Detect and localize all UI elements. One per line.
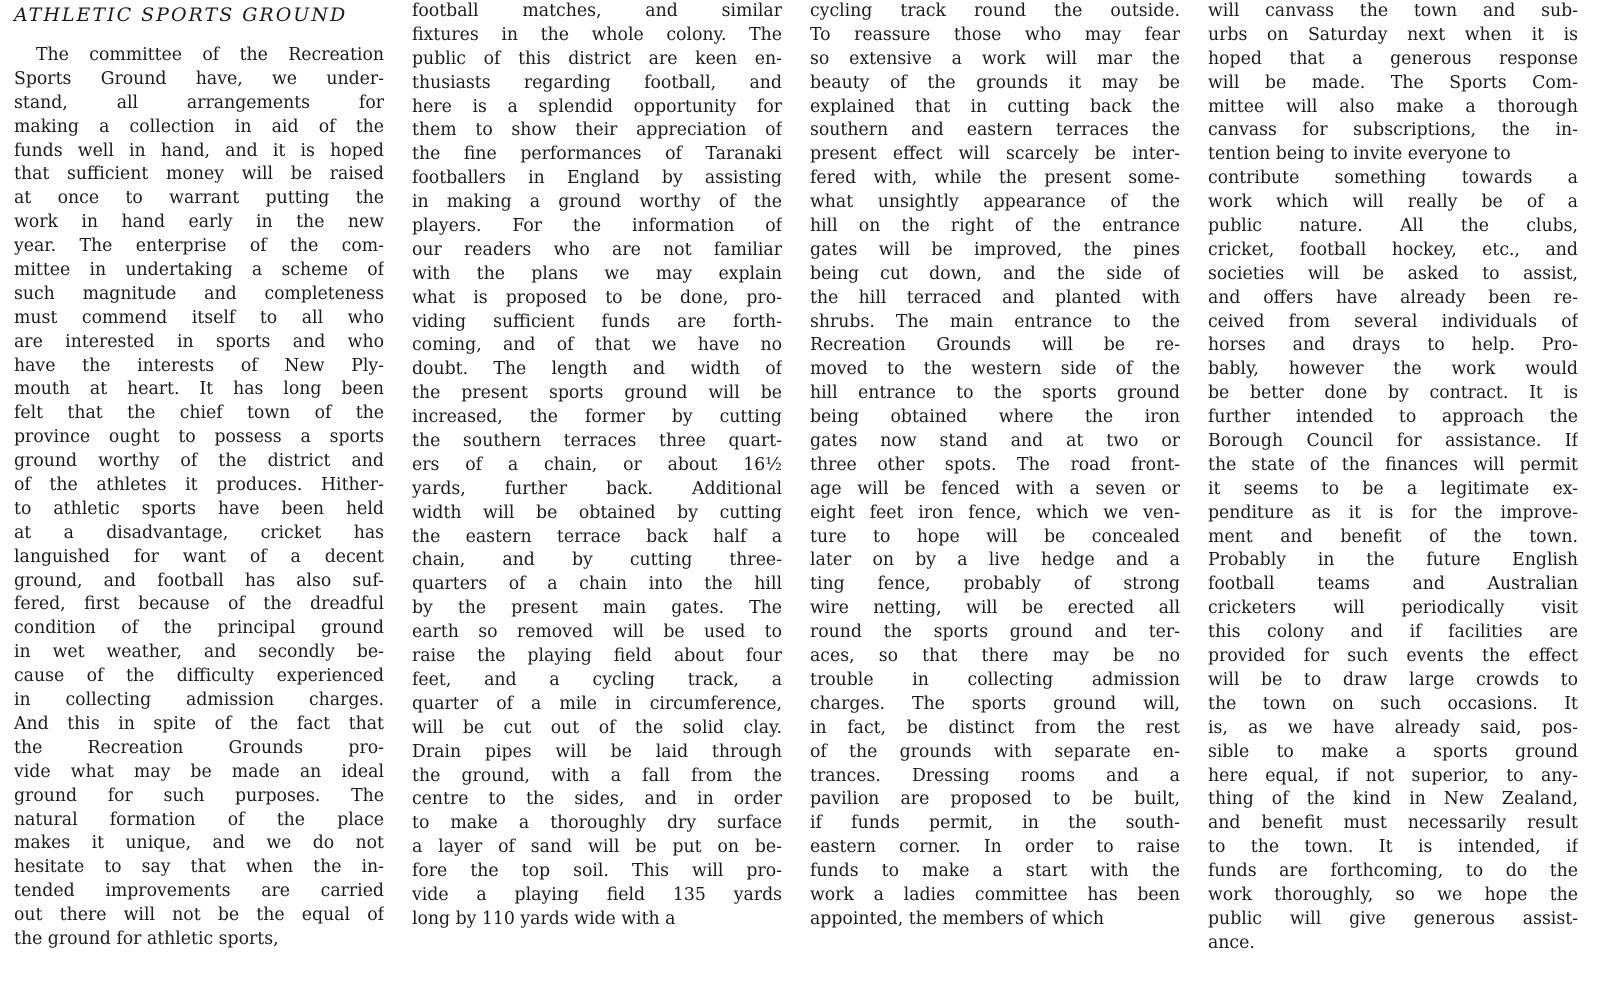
text-line: cricket, football hockey, etc., and xyxy=(1208,239,1578,260)
text-line: shrubs. The main entrance to the xyxy=(810,311,1180,332)
text-line: earth so removed will be used to xyxy=(412,622,782,643)
text-line: natural formation of the place xyxy=(14,809,384,830)
text-line: Recreation Grounds will be re- xyxy=(810,335,1180,356)
text-line: hill entrance to the sports ground xyxy=(810,383,1180,404)
column-2-text xyxy=(412,0,782,932)
text-line: societies will be asked to assist, xyxy=(1208,263,1578,284)
text-line: canvass for subscriptions, the in- xyxy=(1208,120,1578,141)
text-line: so extensive a work will mar the xyxy=(810,48,1180,69)
article-heading: ATHLETIC SPORTS GROUND xyxy=(14,4,348,26)
text-line: urbs on Saturday next when it is xyxy=(1208,24,1578,45)
text-line: such magnitude and completeness xyxy=(14,283,384,304)
text-line: later on by a live hedge and a xyxy=(810,550,1180,571)
text-line: present effect will scarcely be inter- xyxy=(810,144,1180,165)
text-line: centre to the sides, and in order xyxy=(412,789,782,810)
article-column-2 xyxy=(412,0,782,932)
text-line: work thoroughly, so we hope the xyxy=(1208,884,1578,905)
text-line: quarters of a chain into the hill xyxy=(412,574,782,595)
text-line: gates now stand and at two or xyxy=(810,431,1180,452)
text-line: of the grounds with separate en- xyxy=(810,741,1180,762)
text-line: explained that in cutting back the xyxy=(810,96,1180,117)
article-column-1 xyxy=(14,0,384,952)
text-line: will be cut out of the solid clay. xyxy=(412,717,782,738)
text-line: Sports Ground have, we under- xyxy=(14,68,384,89)
text-line: to make a thoroughly dry surface xyxy=(412,813,782,834)
article-column-3 xyxy=(810,0,1180,932)
text-line: here is a splendid opportunity for xyxy=(412,96,782,117)
text-line: ground worthy of the district and xyxy=(14,451,384,472)
text-line: charges. The sports ground will, xyxy=(810,693,1180,714)
text-line: mittee will also make a thorough xyxy=(1208,96,1578,117)
text-line: being obtained where the iron xyxy=(810,407,1180,428)
text-line: sible to make a sports ground xyxy=(1208,741,1578,762)
text-line: the state of the finances will permit xyxy=(1208,454,1578,475)
text-line: aces, so that there may be no xyxy=(810,646,1180,667)
text-line: must commend itself to all who xyxy=(14,307,384,328)
text-line: mittee in undertaking a scheme of xyxy=(14,260,384,281)
column-1-text xyxy=(14,44,384,952)
text-line: what is proposed to be done, pro- xyxy=(412,287,782,308)
text-line: stand, all arrangements for xyxy=(14,92,384,113)
text-line: thusiasts regarding football, and xyxy=(412,72,782,93)
text-line: southern and eastern terraces the xyxy=(810,120,1180,141)
text-line: here equal, if not superior, to any- xyxy=(1208,765,1578,786)
text-line: provided for such events the effect xyxy=(1208,646,1578,667)
text-line: moved to the western side of the xyxy=(810,359,1180,380)
text-line: width will be obtained by cutting xyxy=(412,502,782,523)
text-line: public will give generous assist- xyxy=(1208,908,1578,929)
text-line: pavilion are proposed to be built, xyxy=(810,789,1180,810)
text-line: making a collection in aid of the xyxy=(14,116,384,137)
text-line: cause of the difficulty experienced xyxy=(14,666,384,687)
text-line: the fine performances of Taranaki xyxy=(412,144,782,165)
text-line: gates will be improved, the pines xyxy=(810,239,1180,260)
text-line: eastern corner. In order to raise xyxy=(810,837,1180,858)
text-line: yards, further back. Additional xyxy=(412,478,782,499)
text-line: players. For the information of xyxy=(412,216,782,237)
text-line: work which will really be of a xyxy=(1208,192,1578,213)
text-line: hill on the right of the entrance xyxy=(810,216,1180,237)
text-line: cycling track round the outside. xyxy=(810,1,1180,21)
text-line: the present sports ground will be xyxy=(412,383,782,404)
text-line: the eastern terrace back half a xyxy=(412,526,782,547)
text-line: ture to hope will be concealed xyxy=(810,526,1180,547)
text-line: work a ladies committee has been xyxy=(810,884,1180,905)
text-line: it seems to be a legitimate ex- xyxy=(1208,478,1578,499)
text-line: the Recreation Grounds pro- xyxy=(14,737,384,758)
text-line: the ground, with a fall from the xyxy=(412,765,782,786)
text-line: horses and drays to help. Pro- xyxy=(1208,335,1578,356)
text-line: our readers who are not familiar xyxy=(412,239,782,260)
text-line: felt that the chief town of the xyxy=(14,403,384,424)
text-line: trances. Dressing rooms and a xyxy=(810,765,1180,786)
text-line: Probably in the future English xyxy=(1208,550,1578,571)
text-line: the ground for athletic sports, xyxy=(14,928,279,949)
text-line: in collecting admission charges. xyxy=(14,690,384,711)
text-line: hesitate to say that when the in- xyxy=(14,857,384,878)
text-line: age will be fenced with a seven or xyxy=(810,478,1180,499)
text-line: at once to warrant putting the xyxy=(14,188,384,209)
text-line: ceived from several individuals of xyxy=(1208,311,1578,332)
text-line: in wet weather, and secondly be- xyxy=(14,642,384,663)
text-line: Drain pipes will be laid through xyxy=(412,741,782,762)
text-line: three other spots. The road front- xyxy=(810,454,1180,475)
text-line: round the sports ground and ter- xyxy=(810,622,1180,643)
text-line: a layer of sand will be put on be- xyxy=(412,837,782,858)
text-line: tended improvements are carried xyxy=(14,881,384,902)
text-line: at a disadvantage, cricket has xyxy=(14,522,384,543)
text-line: public of this district are keen en- xyxy=(412,48,782,69)
text-line: funds are forthcoming, to do the xyxy=(1208,861,1578,882)
text-line: if funds permit, in the south- xyxy=(810,813,1180,834)
text-line: have the interests of New Ply- xyxy=(14,355,384,376)
text-line: this colony and if facilities are xyxy=(1208,622,1578,643)
text-line: and benefit must necessarily result xyxy=(1208,813,1578,834)
text-line: year. The enterprise of the com- xyxy=(14,236,384,257)
text-line: public nature. All the clubs, xyxy=(1208,216,1578,237)
text-line: makes it unique, and we do not xyxy=(14,833,384,854)
text-line: trouble in collecting admission xyxy=(810,669,1180,690)
text-line: and offers have already been re- xyxy=(1208,287,1578,308)
text-line: quarter of a mile in circumference, xyxy=(412,693,782,714)
text-line: To reassure those who may fear xyxy=(810,24,1180,45)
text-line: to athletic sports have been held xyxy=(14,498,384,519)
text-line: ground, and football has also suf- xyxy=(14,570,384,591)
text-line: will be made. The Sports Com- xyxy=(1208,72,1578,93)
text-line: the town on such occasions. It xyxy=(1208,693,1578,714)
text-line: And this in spite of the fact that xyxy=(14,713,384,734)
column-3-text xyxy=(810,0,1180,932)
text-line: The committee of the Recreation xyxy=(36,45,384,65)
text-line: bably, however the work would xyxy=(1208,359,1578,380)
text-line: the southern terraces three quart- xyxy=(412,431,782,452)
text-line: the hill terraced and planted with xyxy=(810,287,1180,308)
text-line: out there will not be the equal of xyxy=(14,905,384,926)
text-line: ers of a chain, or about 16½ xyxy=(412,454,782,475)
text-line: tention being to invite everyone to xyxy=(1208,144,1511,165)
text-line: condition of the principal ground xyxy=(14,618,384,639)
text-line: that sufficient money will be raised xyxy=(14,164,384,185)
text-line: football matches, and similar xyxy=(412,1,782,21)
text-line: doubt. The length and width of xyxy=(412,359,782,380)
text-line: to the town. It is intended, if xyxy=(1208,837,1578,858)
text-line: football teams and Australian xyxy=(1208,574,1578,595)
text-line: fixtures in the whole colony. The xyxy=(412,24,782,45)
text-line: thing of the kind in New Zealand, xyxy=(1208,789,1578,810)
text-line: wire netting, will be erected all xyxy=(810,598,1180,619)
text-line: contribute something towards a xyxy=(1208,168,1578,189)
text-line: coming, and of that we have no xyxy=(412,335,782,356)
text-line: further intended to approach the xyxy=(1208,407,1578,428)
text-line: chain, and by cutting three- xyxy=(412,550,782,571)
text-line: province ought to possess a sports xyxy=(14,427,384,448)
text-line: fered, first because of the dreadful xyxy=(14,594,384,615)
text-line: raise the playing field about four xyxy=(412,646,782,667)
text-line: Borough Council for assistance. If xyxy=(1208,431,1578,452)
text-line: by the present main gates. The xyxy=(412,598,782,619)
text-line: are interested in sports and who xyxy=(14,331,384,352)
text-line: will be to draw large crowds to xyxy=(1208,669,1578,690)
text-line: funds to make a start with the xyxy=(810,861,1180,882)
text-line: viding sufficient funds are forth- xyxy=(412,311,782,332)
text-line: in fact, be distinct from the rest xyxy=(810,717,1180,738)
column-4-text xyxy=(1208,0,1578,956)
text-line: ment and benefit of the town. xyxy=(1208,526,1578,547)
text-line: ting fence, probably of strong xyxy=(810,574,1180,595)
text-line: them to show their appreciation of xyxy=(412,120,782,141)
text-line: be better done by contract. It is xyxy=(1208,383,1578,404)
text-line: beauty of the grounds it may be xyxy=(810,72,1180,93)
text-line: in making a ground worthy of the xyxy=(412,192,782,213)
text-line: ground for such purposes. The xyxy=(14,785,384,806)
text-line: increased, the former by cutting xyxy=(412,407,782,428)
text-line: ance. xyxy=(1208,932,1255,953)
text-line: mouth at heart. It has long been xyxy=(14,379,384,400)
text-line: languished for want of a decent xyxy=(14,546,384,567)
text-line: vide what may be made an ideal xyxy=(14,761,384,782)
text-line: appointed, the members of which xyxy=(810,908,1104,929)
text-line: being cut down, and the side of xyxy=(810,263,1180,284)
text-line: penditure as it is for the improve- xyxy=(1208,502,1578,523)
text-line: fered with, while the present some- xyxy=(810,168,1180,189)
text-line: cricketers will periodically visit xyxy=(1208,598,1578,619)
text-line: hoped that a generous response xyxy=(1208,48,1578,69)
text-line: work in hand early in the new xyxy=(14,212,384,233)
article-column-4 xyxy=(1208,0,1578,956)
text-line: with the plans we may explain xyxy=(412,263,782,284)
text-line: eight feet iron fence, which we ven- xyxy=(810,502,1180,523)
text-line: of the athletes it produces. Hither- xyxy=(14,475,384,496)
text-line: funds well in hand, and it is hoped xyxy=(14,140,384,161)
text-line: what unsightly appearance of the xyxy=(810,192,1180,213)
text-line: long by 110 yards wide with a xyxy=(412,908,676,929)
text-line: is, as we have already said, pos- xyxy=(1208,717,1578,738)
text-line: will canvass the town and sub- xyxy=(1208,1,1578,21)
text-line: vide a playing field 135 yards xyxy=(412,884,782,905)
text-line: footballers in England by assisting xyxy=(412,168,782,189)
text-line: feet, and a cycling track, a xyxy=(412,669,782,690)
text-line: fore the top soil. This will pro- xyxy=(412,861,782,882)
